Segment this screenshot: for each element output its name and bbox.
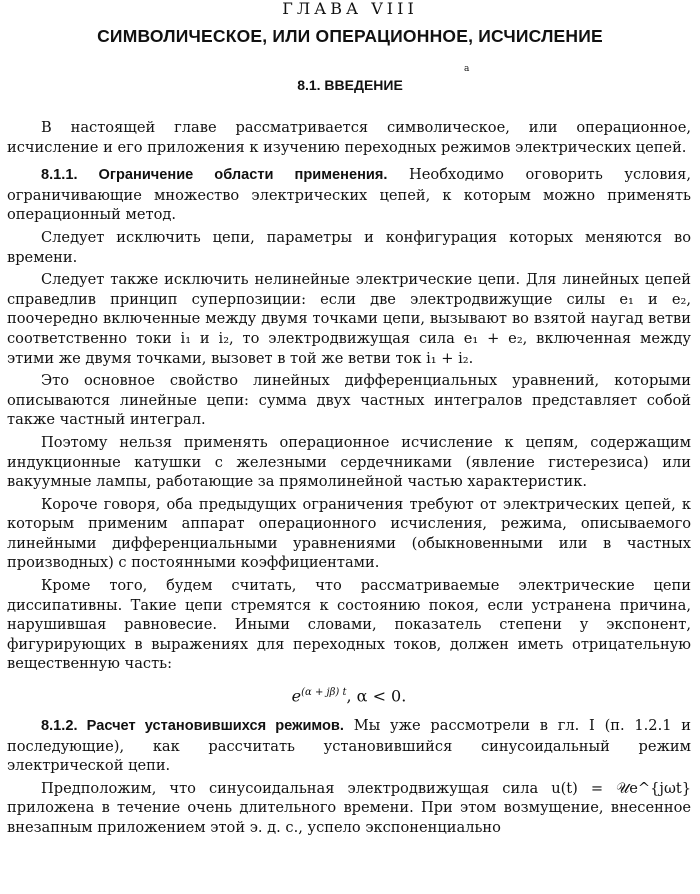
body-text (7, 118, 691, 841)
subsection-body-8-1-2: Мы уже рассмотрели в гл. I (п. 1.2.1 и последующие), как рассчитать установившийся синусоидальный режим электрической цепи. (7, 716, 691, 775)
paragraph-exclude-time-varying: Следует исключить цепи, параметры и конфигурация которых меняются во времени. (7, 228, 691, 266)
subsection-body-8-1-1: Необходимо оговорить условия, ограничивающие множество электрических цепей, к которым можно применять операционный метод. (7, 166, 691, 224)
paragraph-therefore: Поэтому нельзя применять операционное исчисление к цепям, содержащим индукционные катушки с железными сердечниками (явление гистерезиса) или вакуумные лампы, работающие за прямолинейной частью характеристик. (7, 433, 691, 491)
stray-mark: a (464, 64, 470, 74)
formula-condition: , α < 0. (346, 686, 407, 706)
paragraph-dissipative: Кроме того, будем считать, что рассматриваемые электрические цепи диссипативны. Такие цепи стремятся к состоянию покоя, если устранена причина, нарушившая равновесие. Иными словами, показатель степени у экспонент, фигурирующих в выражениях для переходных токов, должен иметь отрицательную вещественную часть: (7, 577, 691, 673)
paragraph-intro: В настоящей главе рассматривается символическое, или операционное, исчисление и его приложения к изучению переходных режимов электрических цепей. (7, 119, 691, 156)
formula-base: e (291, 686, 302, 706)
subsection-heading-8-1-1: 8.1.1. Ограничение области применения. (41, 167, 388, 184)
paragraph-summary: Короче говоря, оба предыдущих ограничения требуют от электрических цепей, к которым применим аппарат операционного исчисления, режима, описываемого линейными дифференциальными уравнениями (обыкновенными или в частных производных) с постоянными коэффициентами. (7, 495, 691, 572)
paragraph-property: Это основное свойство линейных дифференциальных уравнений, которыми описываются линейные цепи: сумма двух частных интегралов представляет собой также частный интеграл. (7, 372, 691, 429)
chapter-title: СИМВОЛИЧЕСКОЕ, ИЛИ ОПЕРАЦИОННОЕ, ИСЧИСЛЕНИЕ (97, 26, 603, 46)
paragraph-8-1-2 (7, 716, 691, 776)
section-title: 8.1. ВВЕДЕНИЕ (297, 77, 403, 93)
formula-exponent-power: (α + jβ) t (301, 687, 347, 699)
formula-exponent (7, 683, 691, 706)
paragraph-8-1-1 (7, 165, 691, 225)
chapter-label: ГЛАВА VIII (282, 0, 418, 18)
subsection-heading-8-1-2: 8.1.2. Расчет установившихся режимов. (41, 717, 344, 734)
paragraph-suppose: Предположим, что синусоидальная электродвижущая сила u(t) = 𝒰e^{jωt} приложена в течение очень длительного времени. При этом возмущение, внесенное внезапным приложением этой э. д. с., успело экспоненциально (7, 779, 691, 836)
paragraph-nonlinear: Следует также исключить нелинейные электрические цепи. Для линейных цепей справедлив принцип суперпозиции: если две электродвижущие силы e₁ и e₂, поочередно включенные между двумя точками цепи, вызывают во взятой наугад ветви соответственно токи i₁ и i₂, то электродвижущая сила e₁ + e₂, включенная между этими же двумя точками, вызовет в той же ветви ток i₁ + i₂. (7, 271, 691, 367)
